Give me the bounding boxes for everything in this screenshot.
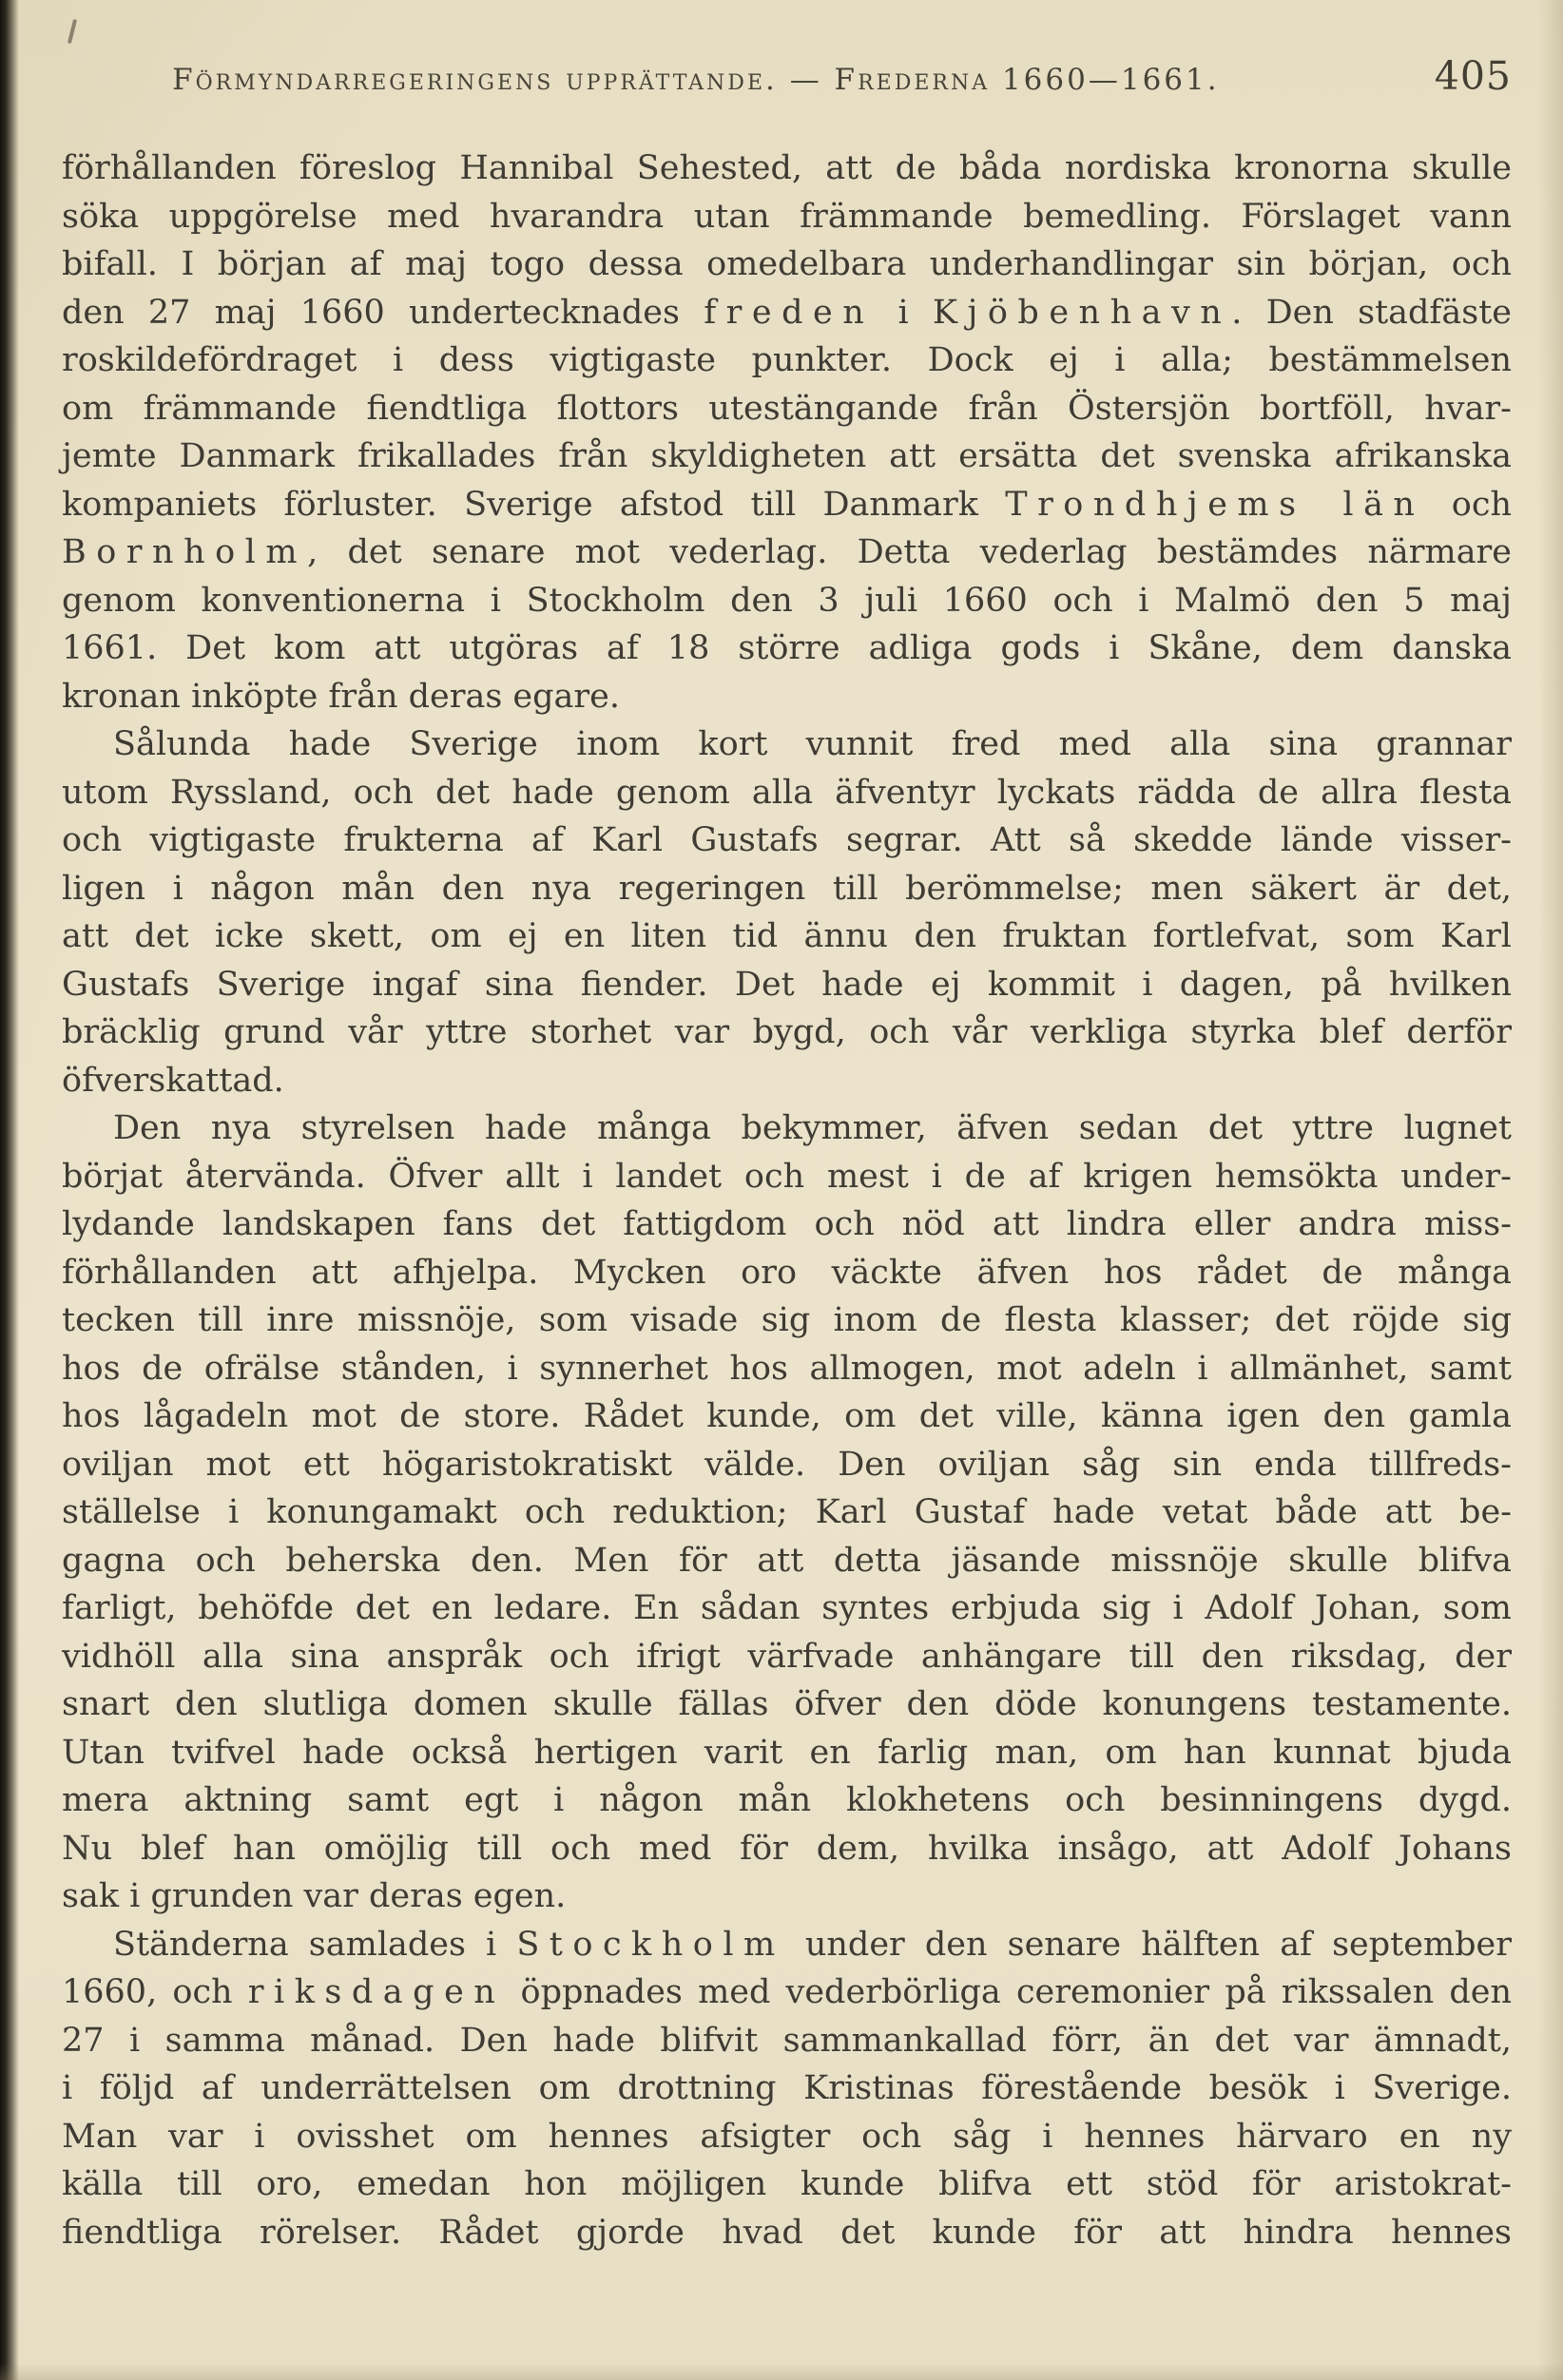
- text-line: [62, 1057, 1512, 1105]
- text-segment: Gustafs Sverige ingaf sina fiender. Det hade ej kommit i dagen, på hvilken: [62, 965, 1512, 1004]
- text-line: [62, 2064, 1512, 2113]
- text-line: [62, 1345, 1512, 1393]
- text-line: [62, 1488, 1512, 1537]
- text-segment: ligen i någon mån den nya regeringen till berömmelse; men säkert är det,: [62, 869, 1512, 908]
- text-segment: under den senare hälften af september: [784, 1925, 1512, 1964]
- text-segment: Utan tvifvel hade också hertigen varit en farlig man, om han kunnat bjuda: [62, 1733, 1512, 1772]
- text-segment: hos de ofrälse stånden, i synnerhet hos allmogen, mot adeln i allmänhet, samt: [62, 1349, 1512, 1388]
- text-line: [62, 673, 1512, 721]
- text-line: [62, 528, 1512, 577]
- page-text: [62, 144, 1512, 2256]
- text-segment: genom konventionerna i Stockholm den 3 juli 1660 och i Malmö den 5 maj: [62, 581, 1512, 620]
- text-line: [62, 336, 1512, 385]
- text-line: [62, 1968, 1512, 2017]
- text-line: [62, 1921, 1512, 1969]
- text-line: [62, 1153, 1512, 1201]
- text-line: [62, 1776, 1512, 1825]
- text-line: [62, 816, 1512, 865]
- text-segment: den 27 maj 1660 undertecknades: [62, 293, 704, 332]
- text-line: [62, 1729, 1512, 1777]
- text-line: [62, 720, 1512, 769]
- text-line: [62, 1825, 1512, 1873]
- text-segment: tecken till inre missnöje, som visade sig inom de flesta klasser; det röjde sig: [62, 1301, 1512, 1339]
- text-segment: vidhöll alla sina anspråk och ifrigt värfvade anhängare till den riksdag, der: [62, 1637, 1512, 1676]
- text-line: [62, 1104, 1512, 1153]
- text-segment: 27 i samma månad. Den hade blifvit sammankallad förr, än det var ämnadt,: [62, 2021, 1512, 2060]
- text-line: [62, 481, 1512, 529]
- text-segment: och: [1424, 485, 1513, 524]
- text-line: [62, 289, 1512, 337]
- emphasized-word: riksdagen: [247, 1973, 506, 2011]
- text-segment: kompaniets förluster. Sverige afstod till Danmark: [62, 485, 1006, 524]
- text-segment: 1661. Det kom att utgöras af 18 större adliga gods i Skåne, dem danska: [62, 629, 1512, 667]
- text-line: [62, 624, 1512, 673]
- text-line: [62, 1633, 1512, 1681]
- text-line: [62, 1392, 1512, 1441]
- text-segment: Den nya styrelsen hade många bekymmer, äfven sedan det yttre lugnet: [113, 1109, 1512, 1147]
- text-line: [62, 240, 1512, 289]
- emphasized-word: Stockholm: [516, 1925, 785, 1964]
- text-line: [62, 1200, 1512, 1249]
- text-segment: källa till oro, emedan hon möjligen kunde blifva ett stöd för aristokrat-: [62, 2165, 1512, 2203]
- text-segment: roskildefördraget i dess vigtigaste punkter. Dock ej i alla; bestämmelsen: [62, 341, 1512, 379]
- text-segment: Man var i ovisshet om hennes afsigter och såg i hennes härvaro en ny: [62, 2117, 1512, 2156]
- text-line: [62, 1441, 1512, 1489]
- text-line: [62, 1537, 1512, 1585]
- text-segment: söka uppgörelse med hvarandra utan främmande bemedling. Förslaget vann: [62, 197, 1512, 236]
- text-segment: öfverskattad.: [62, 1061, 284, 1100]
- text-segment: förhållanden att afhjelpa. Mycken oro väckte äfven hos rådet de många: [62, 1253, 1512, 1292]
- text-line: [62, 2017, 1512, 2065]
- text-segment: mera aktning samt egt i någon mån klokhetens och besinningens dygd.: [62, 1781, 1512, 1819]
- text-segment: 1660, och: [62, 1973, 248, 2011]
- emphasized-word: Bornholm: [62, 533, 308, 571]
- text-segment: öppnades med vederbörliga ceremonier på rikssalen den: [505, 1973, 1512, 2011]
- text-segment: utom Ryssland, och det hade genom alla äfventyr lyckats rädda de allra flesta: [62, 773, 1512, 812]
- text-segment: ställelse i konungamakt och reduktion; Karl Gustaf hade vetat både att be-: [62, 1493, 1512, 1531]
- text-segment: kronan inköpte från deras egare.: [62, 677, 620, 716]
- text-line: [62, 1584, 1512, 1633]
- text-line: [62, 2209, 1512, 2257]
- text-segment: Sålunda hade Sverige inom kort vunnit fred med alla sina grannar: [113, 725, 1512, 763]
- text-segment: förhållanden föreslog Hannibal Sehested, att de båda nordiska kronorna skulle: [62, 149, 1512, 187]
- text-line: [62, 1296, 1512, 1345]
- text-segment: bifall. I början af maj togo dessa omedelbara underhandlingar sin början, och: [62, 245, 1512, 283]
- text-segment: snart den slutliga domen skulle fällas öfver den döde konungens testamente.: [62, 1685, 1512, 1723]
- text-segment: i: [874, 293, 933, 332]
- text-line: [62, 865, 1512, 913]
- left-edge-shadow: [0, 0, 19, 2380]
- text-segment: och vigtigaste frukterna af Karl Gustafs segrar. Att så skedde lände visser-: [62, 821, 1512, 859]
- text-line: [62, 1249, 1512, 1297]
- text-line: [62, 961, 1512, 1009]
- text-line: [62, 2113, 1512, 2161]
- text-line: [62, 2160, 1512, 2209]
- text-line: [62, 912, 1512, 961]
- text-segment: oviljan mot ett högaristokratiskt välde. Den oviljan såg sin enda tillfreds-: [62, 1445, 1512, 1484]
- text-segment: fiendtliga rörelser. Rådet gjorde hvad det kunde för att hindra hennes: [62, 2213, 1512, 2252]
- text-segment: farligt, behöfde det en ledare. En sådan syntes erbjuda sig i Adolf Johan, som: [62, 1589, 1512, 1627]
- text-segment: Nu blef han omöjlig till och med för dem, hvilka insågo, att Adolf Johans: [62, 1829, 1512, 1868]
- text-segment: bräcklig grund vår yttre storhet var bygd, och vår verkliga styrka blef derför: [62, 1013, 1512, 1051]
- running-head: Förmyndarregeringens upprättande. — Frederna 1660—1661.: [172, 63, 1220, 97]
- text-segment: sak i grunden var deras egen.: [62, 1877, 567, 1915]
- text-line: [62, 577, 1512, 625]
- emphasized-word: Trondhjems län: [1005, 485, 1425, 524]
- text-segment: jemte Danmark frikallades från skyldigheten att ersätta det svenska afrikanska: [62, 437, 1512, 475]
- text-segment: börjat återvända. Öfver allt i landet och mest i de af krigen hemsökta under-: [62, 1157, 1512, 1196]
- text-segment: Ständerna samlades i: [113, 1925, 517, 1964]
- text-line: [62, 1008, 1512, 1057]
- text-line: [62, 144, 1512, 193]
- emphasized-word: freden: [704, 293, 875, 332]
- page-header: [62, 53, 1512, 99]
- page-number: 405: [1434, 53, 1512, 99]
- text-segment: lydande landskapen fans det fattigdom och nöd att lindra eller andra miss-: [62, 1205, 1512, 1243]
- text-line: [62, 385, 1512, 433]
- text-segment: , det senare mot vederlag. Detta vederlag bestämdes närmare: [307, 533, 1512, 571]
- text-line: [62, 432, 1512, 481]
- ink-mark: [68, 19, 77, 44]
- text-segment: . Den stadfäste: [1231, 293, 1512, 332]
- text-line: [62, 1872, 1512, 1921]
- text-segment: i följd af underrättelsen om drottning Kristinas förestående besök i Sverige.: [62, 2069, 1512, 2107]
- text-line: [62, 1680, 1512, 1729]
- right-edge-shadow: [1538, 0, 1563, 2380]
- text-line: [62, 769, 1512, 817]
- emphasized-word: Kjöbenhavn: [932, 293, 1232, 332]
- bottom-edge-shadow: [0, 2363, 1563, 2380]
- text-segment: att det icke skett, om ej en liten tid ännu den fruktan fortlefvat, som Karl: [62, 917, 1512, 955]
- text-segment: gagna och beherska den. Men för att detta jäsande missnöje skulle blifva: [62, 1541, 1512, 1580]
- text-line: [62, 193, 1512, 241]
- text-segment: hos lågadeln mot de store. Rådet kunde, om det ville, känna igen den gamla: [62, 1397, 1512, 1435]
- text-segment: om främmande fiendtliga flottors utestängande från Östersjön bortföll, hvar-: [62, 389, 1512, 428]
